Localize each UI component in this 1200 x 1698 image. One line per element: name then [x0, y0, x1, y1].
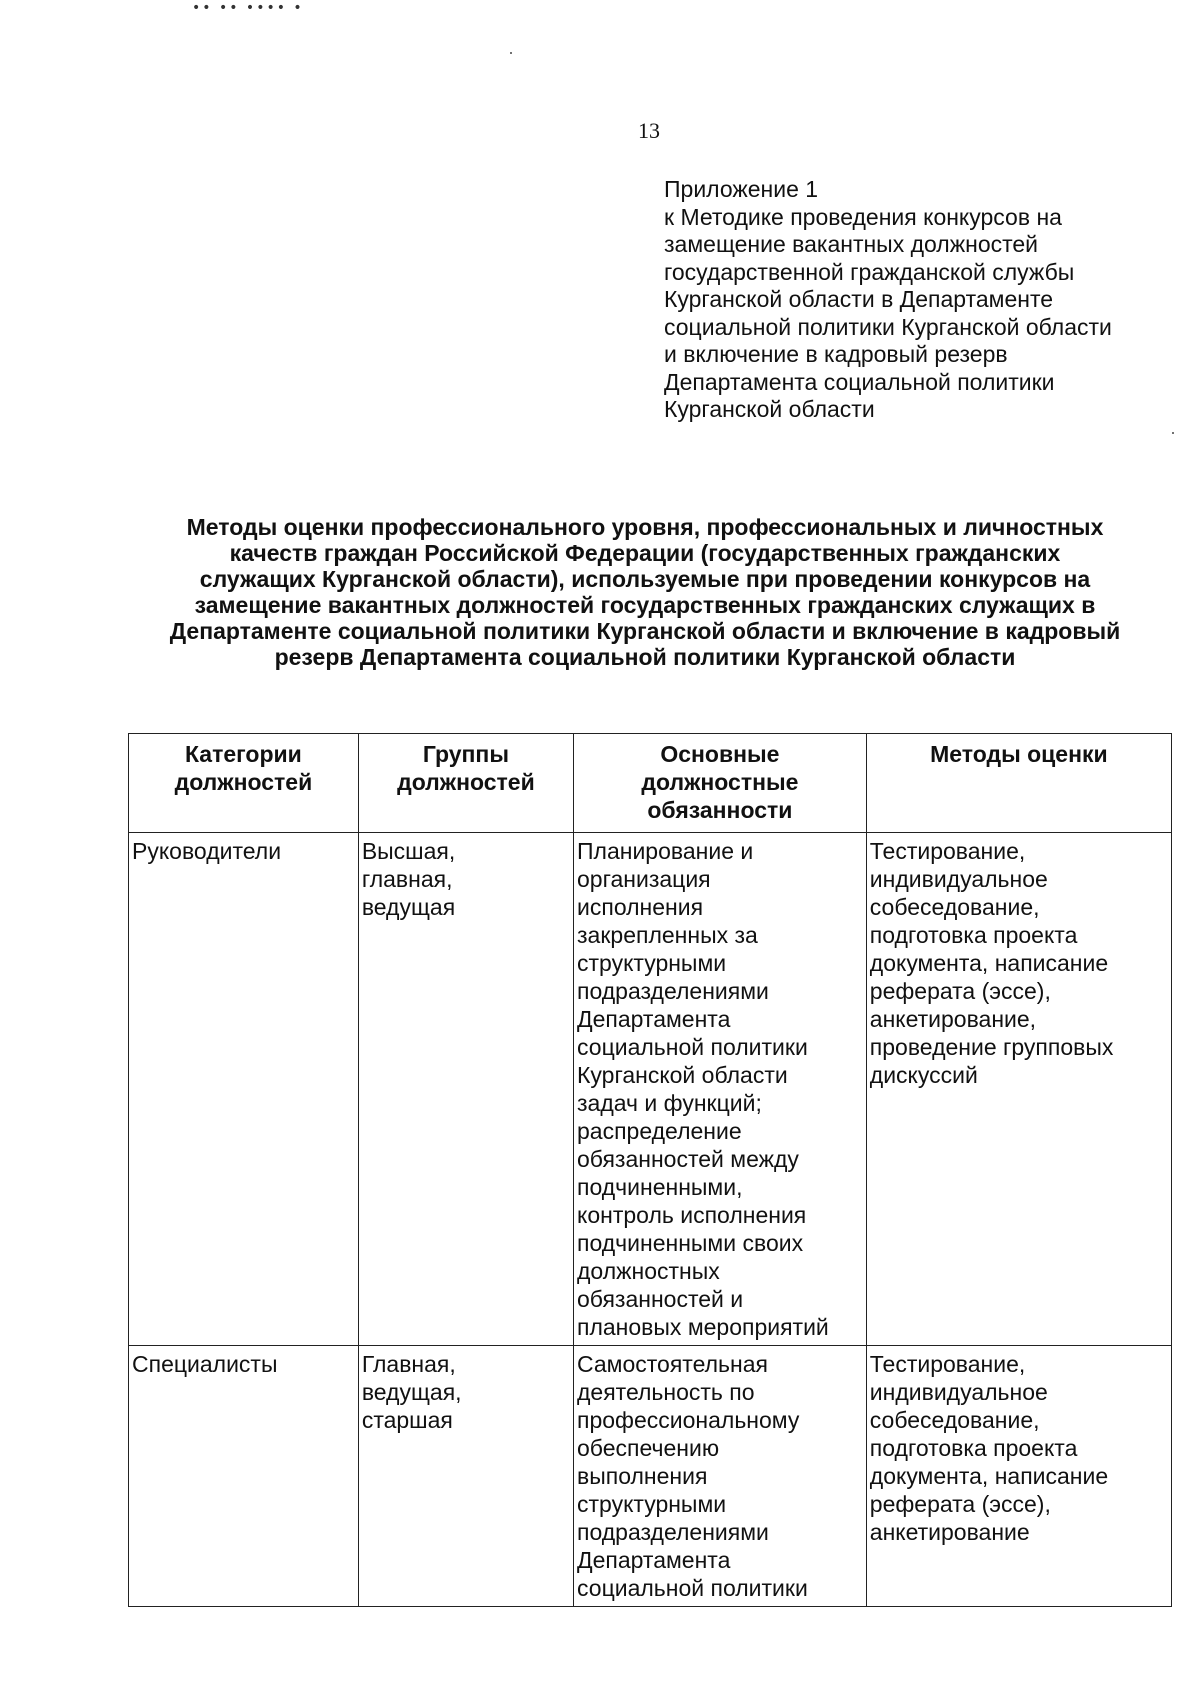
cell-line: собеседование, — [869, 894, 1040, 920]
cell-line: плановых мероприятий — [577, 1314, 829, 1340]
cell-line: социальной политики — [577, 1034, 808, 1060]
cell-line: распределение — [577, 1118, 742, 1144]
cell-duties — [574, 1346, 867, 1607]
document-title — [120, 514, 1170, 670]
cell-line: собеседование, — [869, 1407, 1040, 1433]
cell-line: подготовка проекта — [869, 922, 1078, 948]
cell-line: Самостоятельная — [577, 1351, 768, 1377]
title-line: служащих Курганской области), используемые при проведении конкурсов на — [199, 566, 1091, 592]
cell-line: подчиненными, — [577, 1174, 743, 1200]
cell-line: дискуссий — [869, 1062, 978, 1088]
cell-line: анкетирование, — [869, 1006, 1037, 1032]
cell-line: подготовка проекта — [869, 1435, 1078, 1461]
cell-line: должностных — [577, 1258, 720, 1284]
cell-line: Главная, — [361, 1351, 456, 1377]
table-row — [129, 833, 1172, 1346]
cell-line: главная, — [361, 866, 453, 892]
cell-line: анкетирование — [869, 1519, 1030, 1545]
header-text: должностей — [397, 769, 535, 795]
appendix-line: Курганской области в Департаменте — [664, 286, 1054, 312]
appendix-line: к Методике проведения конкурсов на — [664, 203, 1062, 230]
cell-line: подразделениями — [577, 1519, 769, 1545]
cell-line: Высшая, — [361, 838, 456, 864]
header-duties — [574, 734, 867, 833]
cell-line: социальной политики — [577, 1575, 808, 1601]
header-text: должностей — [174, 769, 313, 795]
cell-line: Департамента — [577, 1547, 731, 1573]
cell-line: профессиональному — [577, 1407, 800, 1433]
header-text: Группы — [422, 741, 509, 767]
cell-line: проведение групповых — [869, 1034, 1114, 1060]
cell-line: старшая — [361, 1407, 453, 1433]
header-methods — [866, 734, 1171, 833]
cell-line: Специалисты — [132, 1351, 278, 1377]
cell-line: закрепленных за — [577, 922, 758, 948]
header-text: должностные — [641, 769, 799, 795]
header-text: Категории — [184, 741, 302, 767]
cell-methods — [866, 1346, 1171, 1607]
table-header-row — [129, 734, 1172, 833]
appendix-note — [664, 176, 1164, 424]
cell-line: Планирование и — [577, 838, 754, 864]
appendix-line: государственной гражданской службы — [664, 258, 1075, 285]
cell-methods — [866, 833, 1171, 1346]
title-line: качеств граждан Российской Федерации (государственных гражданских — [229, 540, 1061, 566]
cell-line: Тестирование, — [869, 1351, 1026, 1377]
cell-line: Курганской области — [577, 1062, 788, 1088]
cell-groups — [358, 1346, 573, 1607]
cell-line: ведущая, — [361, 1379, 462, 1405]
cell-line: документа, написание — [869, 950, 1109, 976]
page-number: 13 — [638, 118, 660, 143]
cell-line: организация — [577, 866, 711, 892]
table-row — [129, 1346, 1172, 1607]
title-line: резерв Департамента социальной политики Курганской области — [274, 644, 1016, 670]
cell-line: выполнения — [577, 1463, 708, 1489]
cell-line: документа, написание — [869, 1463, 1109, 1489]
cell-category — [129, 833, 359, 1346]
title-line: Методы оценки профессионального уровня, профессиональных и личностных — [186, 514, 1104, 540]
evaluation-methods-table — [128, 733, 1172, 1607]
cell-line: Департамента — [577, 1006, 731, 1032]
appendix-line: социальной политики Курганской области — [664, 313, 1112, 340]
header-text: Методы оценки — [930, 741, 1108, 767]
cell-line: Тестирование, — [869, 838, 1026, 864]
cell-line: задач и функций; — [577, 1090, 762, 1116]
cell-line: индивидуальное — [869, 1379, 1048, 1405]
cell-line: обязанностей и — [577, 1286, 744, 1312]
cell-line: контроль исполнения — [577, 1202, 807, 1228]
header-groups — [358, 734, 573, 833]
cell-line: обязанностей между — [577, 1146, 799, 1172]
cell-line: обеспечению — [577, 1435, 720, 1461]
scan-speck — [1172, 432, 1174, 434]
cell-duties — [574, 833, 867, 1346]
header-categories — [129, 734, 359, 833]
header-text: обязанности — [647, 797, 793, 823]
cell-line: деятельность по — [577, 1379, 755, 1405]
cell-line: структурными — [577, 1491, 727, 1517]
cell-category — [129, 1346, 359, 1607]
appendix-line: и включение в кадровый резерв — [664, 341, 1008, 367]
scan-mark: •• •• •••• • — [192, 0, 304, 16]
appendix-line: Курганской области — [664, 396, 875, 422]
cell-line: Руководители — [132, 838, 282, 864]
appendix-line: замещение вакантных должностей — [664, 231, 1039, 257]
cell-line: индивидуальное — [869, 866, 1048, 892]
cell-line: исполнения — [577, 894, 704, 920]
cell-line: структурными — [577, 950, 727, 976]
cell-line: реферата (эссе), — [869, 978, 1051, 1004]
title-line: Департаменте социальной политики Курганской области и включение в кадровый — [169, 618, 1121, 644]
cell-line: подразделениями — [577, 978, 769, 1004]
cell-line: реферата (эссе), — [869, 1491, 1051, 1517]
cell-groups — [358, 833, 573, 1346]
title-line: замещение вакантных должностей государственных гражданских служащих в — [194, 592, 1096, 618]
cell-line: ведущая — [361, 894, 456, 920]
header-text: Основные — [660, 741, 780, 767]
cell-line: подчиненными своих — [577, 1230, 804, 1256]
scan-speck — [510, 52, 512, 54]
appendix-line: Приложение 1 — [664, 176, 819, 202]
appendix-line: Департамента социальной политики — [664, 368, 1055, 395]
